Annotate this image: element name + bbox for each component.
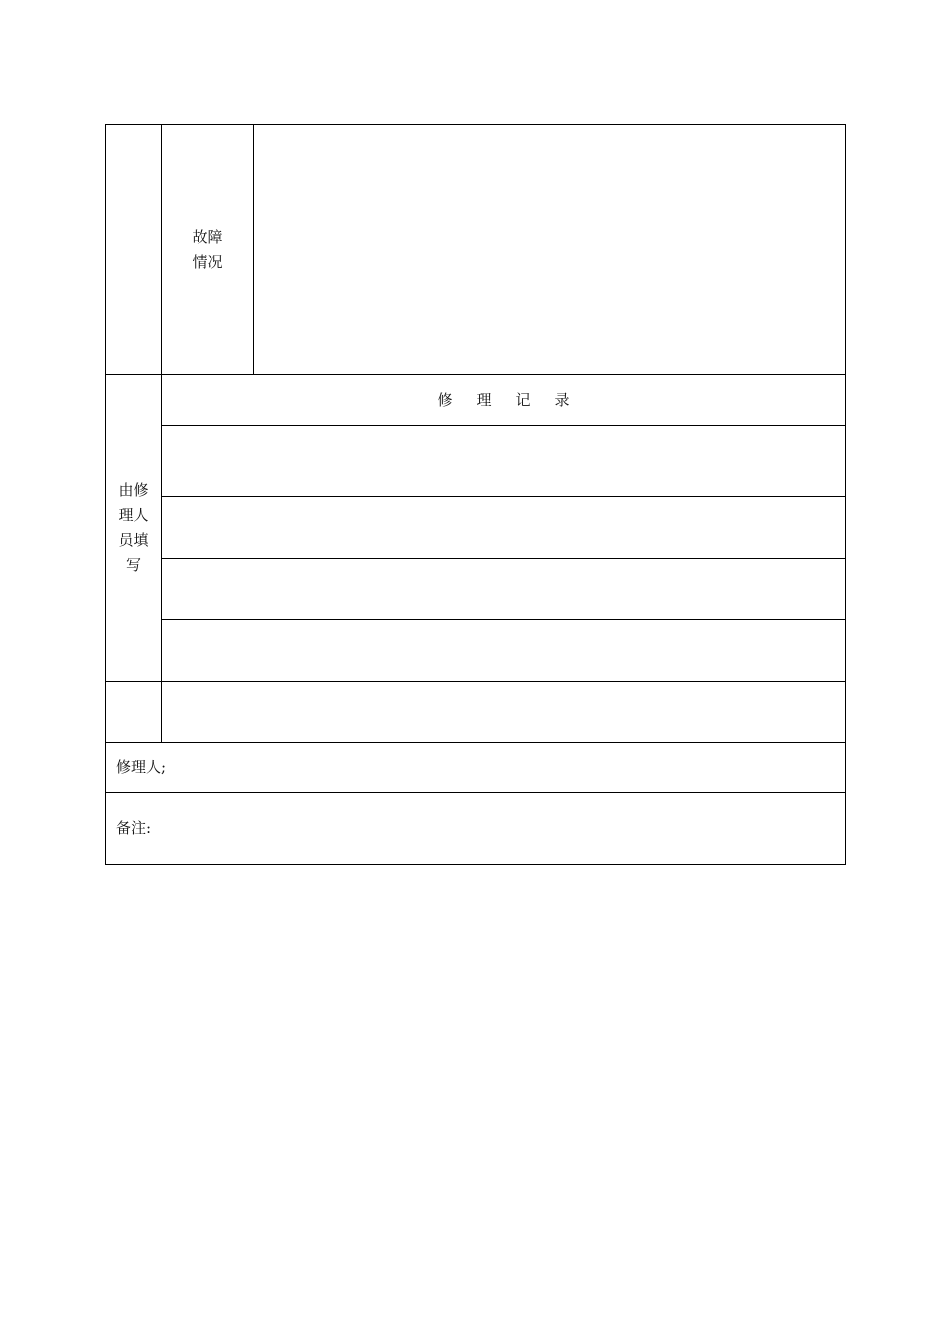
fault-label-line1: 故障 xyxy=(192,227,223,246)
repairer-label: 修理人; xyxy=(116,758,167,776)
fault-side-cell xyxy=(106,125,162,375)
remarks-row xyxy=(106,793,846,865)
fault-label-line2: 情况 xyxy=(192,252,223,271)
repair-side-label-line4: 写 xyxy=(125,556,141,574)
repair-record-row xyxy=(106,620,846,682)
repair-record-cell-1[interactable] xyxy=(162,426,846,497)
repair-form-table xyxy=(105,124,846,865)
fault-content-cell[interactable] xyxy=(254,125,846,375)
repair-record-row xyxy=(106,497,846,559)
repair-record-title: 修理记录 xyxy=(162,375,846,426)
remarks-label: 备注: xyxy=(116,819,152,837)
fault-row xyxy=(106,125,846,375)
repair-side-label-line2: 理人 xyxy=(118,506,149,524)
repair-record-cell-3[interactable] xyxy=(162,559,846,620)
repairer-field[interactable] xyxy=(106,743,846,793)
repair-record-cell-2[interactable] xyxy=(162,497,846,559)
repair-side-label-line1: 由修 xyxy=(118,481,149,499)
extra-row-label xyxy=(106,682,162,743)
repair-record-row xyxy=(106,559,846,620)
repairer-row xyxy=(106,743,846,793)
repair-side-label-line3: 员填 xyxy=(118,531,149,549)
repair-record-header-row xyxy=(106,375,846,426)
remarks-field[interactable] xyxy=(106,793,846,865)
fault-label xyxy=(162,125,254,375)
extra-row xyxy=(106,682,846,743)
repair-record-cell-4[interactable] xyxy=(162,620,846,682)
repair-side-label xyxy=(106,375,162,682)
extra-row-content[interactable] xyxy=(162,682,846,743)
repair-record-row xyxy=(106,426,846,497)
